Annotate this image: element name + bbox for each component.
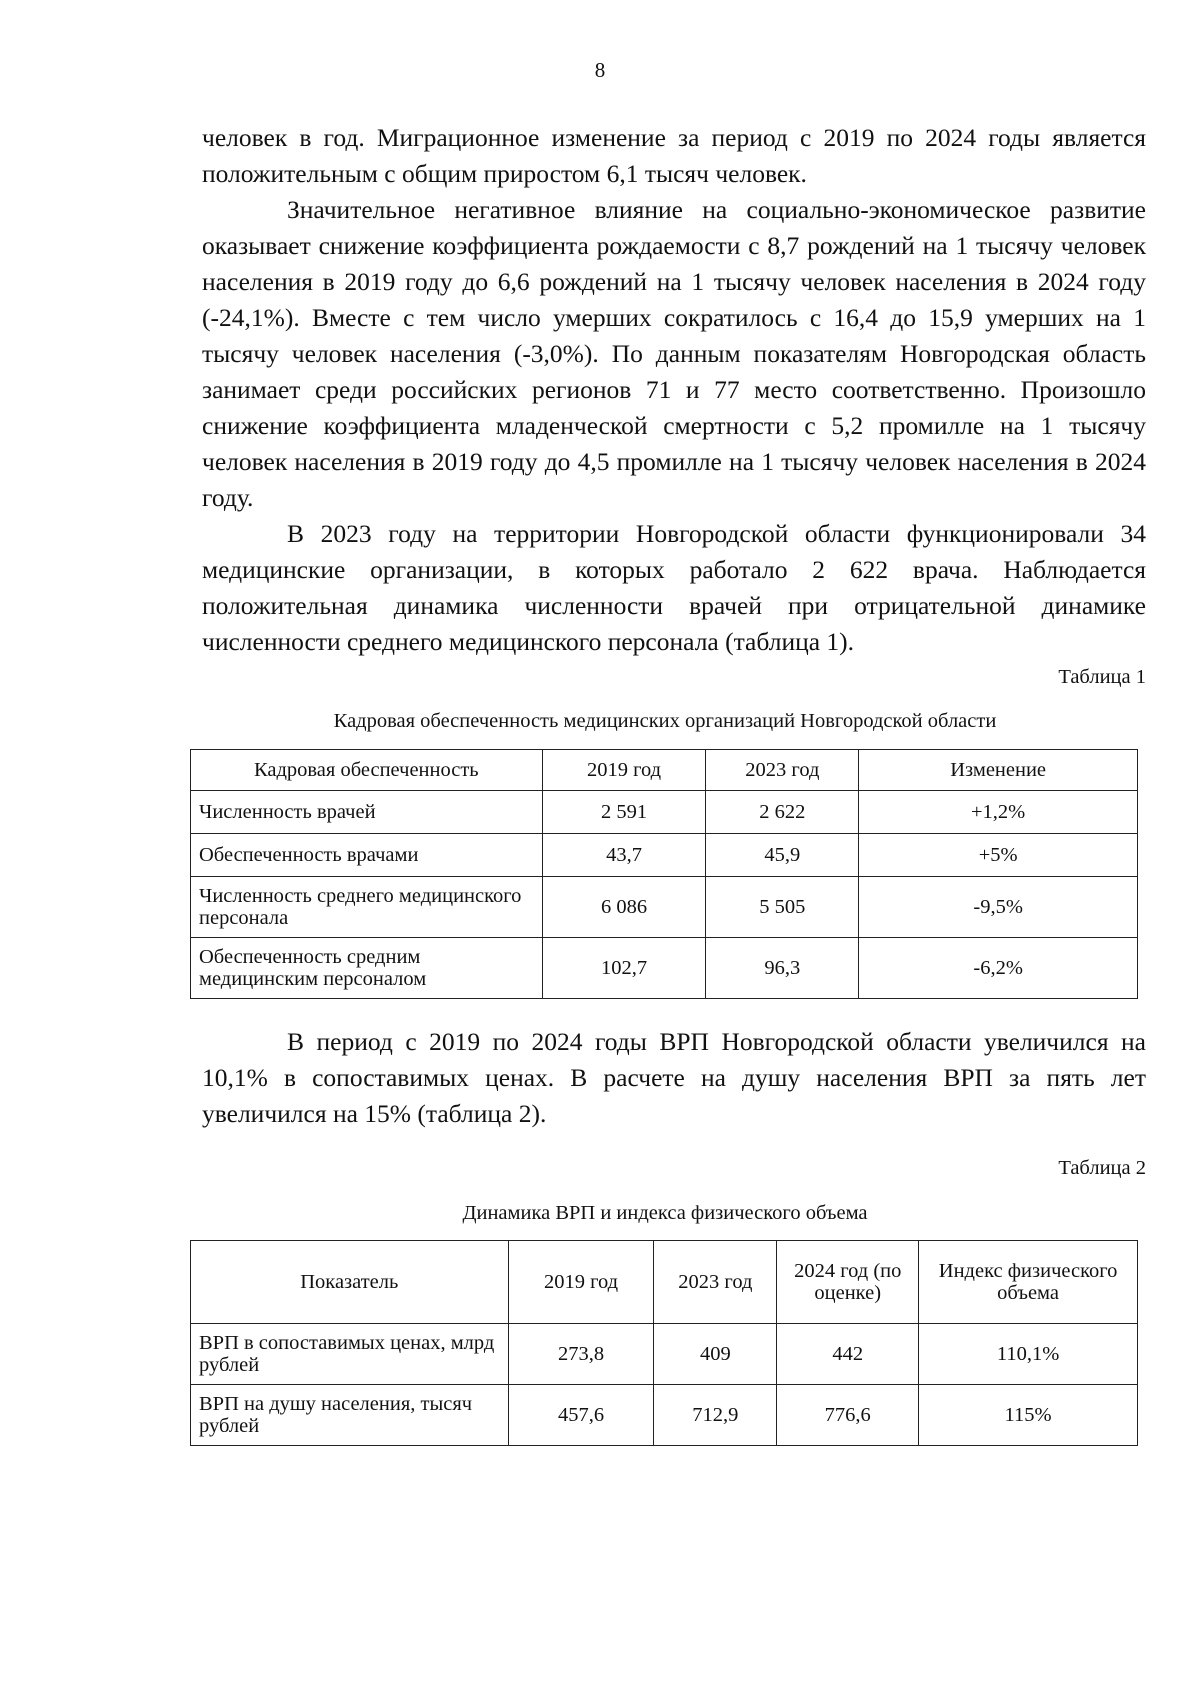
table2-title: Динамика ВРП и индекса физического объема (462, 1202, 868, 1224)
table-header-row (191, 1241, 1138, 1324)
paragraph-grp: В период с 2019 по 2024 годы ВРП Новгородской области увеличился на 10,1% в сопоставимых ценах. В расчете на душу населения ВРП за пять лет увеличился на 15% (таблица 2). (202, 1027, 1146, 1128)
table-header-cell: Индекс физического объема (919, 1241, 1138, 1324)
table-cell: Численность среднего медицинского персонала (191, 877, 543, 938)
table-cell: 2 622 (706, 791, 859, 834)
table-header-row (191, 750, 1138, 791)
table-header-cell: Изменение (859, 750, 1138, 791)
table-cell: Обеспеченность средним медицинским персоналом (191, 938, 543, 999)
table-cell: 45,9 (706, 834, 859, 877)
table1-title: Кадровая обеспеченность медицинских организаций Новгородской области (333, 710, 997, 732)
table-cell: ВРП на душу населения, тысяч рублей (191, 1385, 509, 1446)
table-row (191, 1324, 1138, 1385)
table-row (191, 877, 1138, 938)
table-cell: -9,5% (859, 877, 1138, 938)
table-cell: 110,1% (919, 1324, 1138, 1385)
table-cell: 2 591 (542, 791, 706, 834)
table-cell: 115% (919, 1385, 1138, 1446)
table-header-cell: 2024 год (по оценке) (777, 1241, 919, 1324)
table-cell: 776,6 (777, 1385, 919, 1446)
table-cell: 712,9 (654, 1385, 777, 1446)
table-header-cell: Кадровая обеспеченность (191, 750, 543, 791)
table-cell: +5% (859, 834, 1138, 877)
table-cell: 43,7 (542, 834, 706, 877)
table-row (191, 1385, 1138, 1446)
table2-label: Таблица 2 (1058, 1157, 1146, 1179)
page-number: 8 (594, 58, 606, 82)
paragraph-migration: человек в год. Миграционное изменение за период с 2019 по 2024 годы является положительным с общим приростом 6,1 тысяч человек. (202, 123, 1146, 188)
table-cell: +1,2% (859, 791, 1138, 834)
table-cell: 96,3 (706, 938, 859, 999)
table-cell: Обеспеченность врачами (191, 834, 543, 877)
table-header-cell: 2023 год (654, 1241, 777, 1324)
table1-label: Таблица 1 (1058, 666, 1146, 688)
table-cell: 273,8 (508, 1324, 654, 1385)
table-cell: 5 505 (706, 877, 859, 938)
table-cell: Численность врачей (191, 791, 543, 834)
table-header-cell: 2019 год (542, 750, 706, 791)
staffing-table (190, 749, 1138, 999)
table-header-cell: 2023 год (706, 750, 859, 791)
table-cell: 442 (777, 1324, 919, 1385)
table-header-cell: 2019 год (508, 1241, 654, 1324)
table-row (191, 834, 1138, 877)
table-cell: ВРП в сопоставимых ценах, млрд рублей (191, 1324, 509, 1385)
table-cell: 457,6 (508, 1385, 654, 1446)
table-cell: 409 (654, 1324, 777, 1385)
table-row (191, 938, 1138, 999)
table-cell: -6,2% (859, 938, 1138, 999)
table-row (191, 791, 1138, 834)
table-header-cell: Показатель (191, 1241, 509, 1324)
grp-table (190, 1240, 1138, 1446)
paragraph-medical-organizations: В 2023 году на территории Новгородской области функционировали 34 медицинские организации, в которых работало 2 622 врача. Наблюдается положительная динамика численности врачей при отрицательной динамике численности среднего медицинского персонала (таблица 1). (202, 519, 1146, 656)
table-cell: 102,7 (542, 938, 706, 999)
table-cell: 6 086 (542, 877, 706, 938)
paragraph-birth-rate: Значительное негативное влияние на социально-экономическое развитие оказывает снижение коэффициента рождаемости с 8,7 рождений на 1 тысячу человек населения в 2019 году до 6,6 рождений на 1 тысячу человек населения в 2024 году (-24,1%). Вместе с тем число умерших сократилось с 16,4 до 15,9 умерших на 1 тысячу человек населения (-3,0%). По данным показателям Новгородская область занимает среди российских регионов 71 и 77 место соответственно. Произошло снижение коэффициента младенческой смертности с 5,2 промилле на 1 тысячу человек населения в 2019 году до 4,5 промилле на 1 тысячу человек населения в 2024 году. (202, 195, 1146, 512)
